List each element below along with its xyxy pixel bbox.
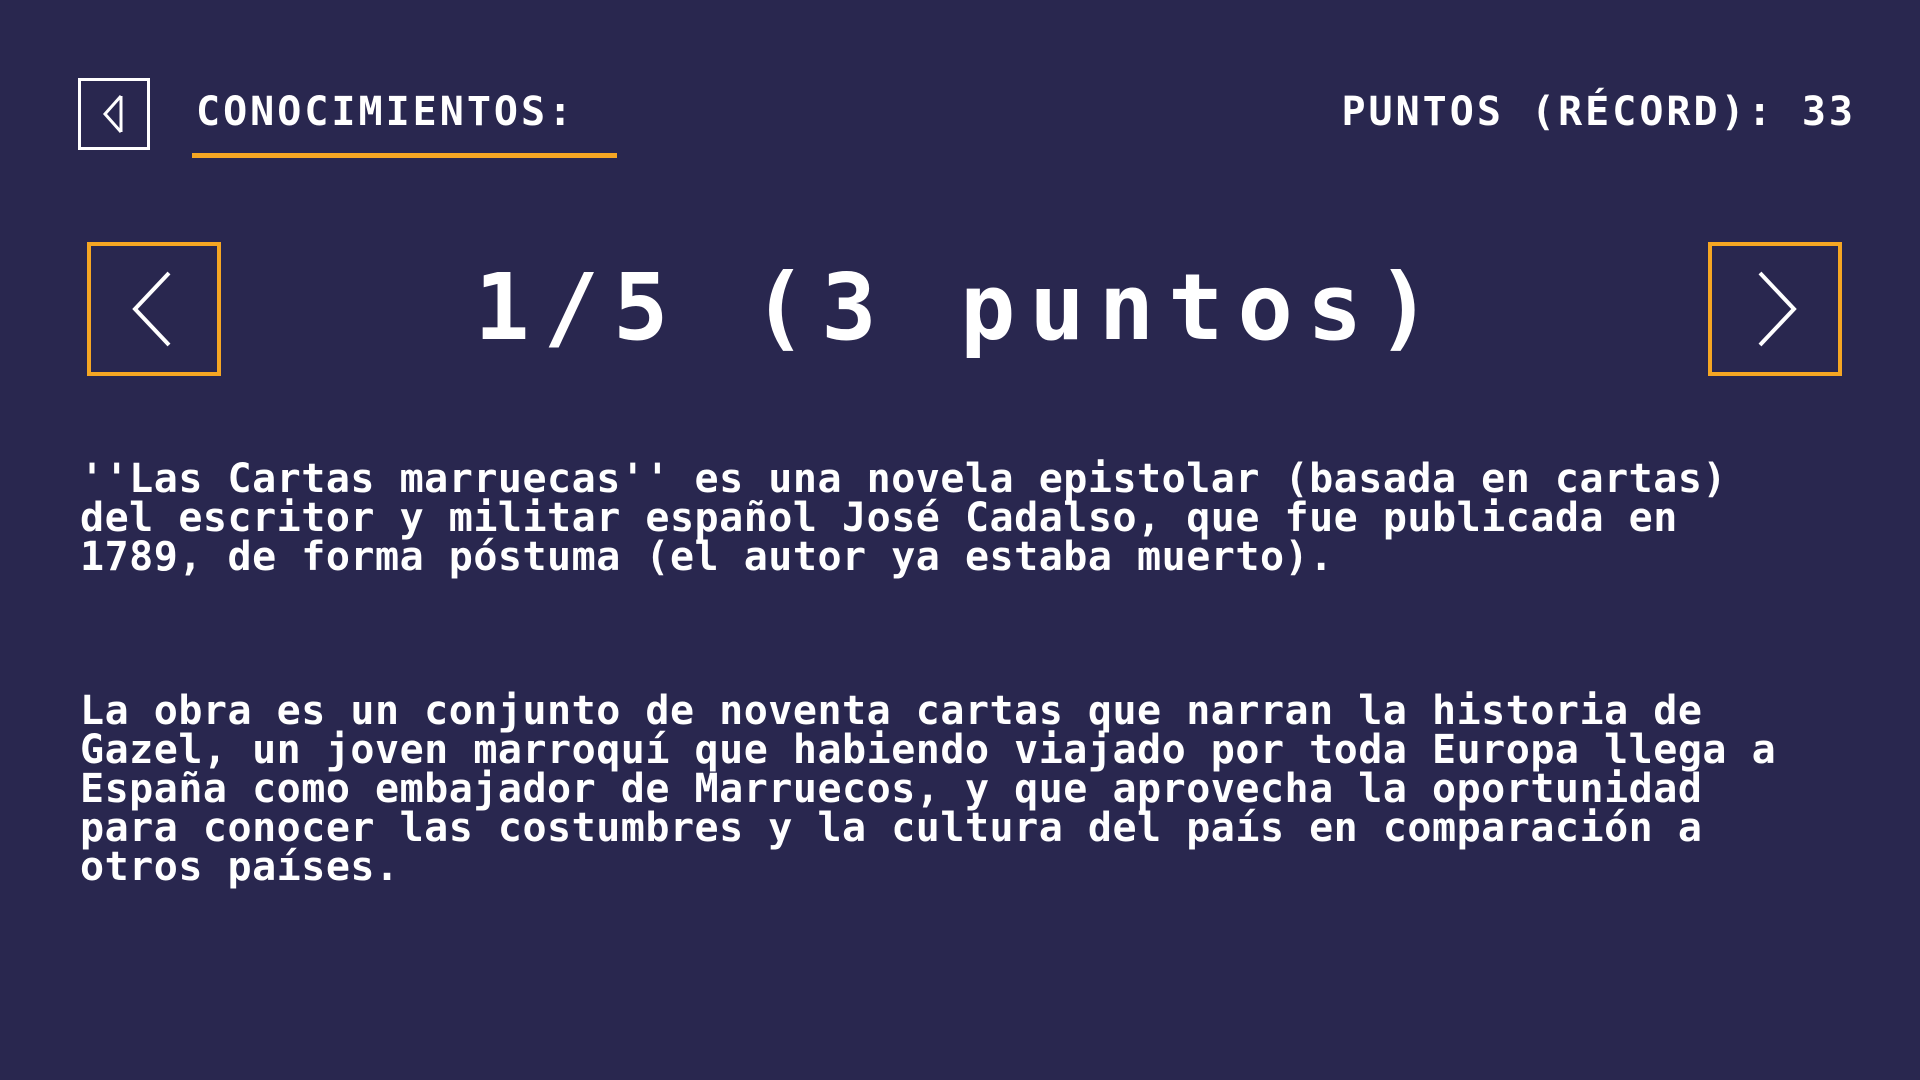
score-record: PUNTOS (RÉCORD): 33 <box>1341 89 1856 135</box>
prev-button[interactable] <box>87 242 221 376</box>
section-title: CONOCIMIENTOS: <box>196 89 576 135</box>
page-indicator: 1/5 (3 puntos) <box>474 254 1446 361</box>
caret-left-icon <box>99 92 129 136</box>
title-underline <box>192 153 617 158</box>
back-button[interactable] <box>78 78 150 150</box>
content-paragraph: ''Las Cartas marruecas'' es una novela epistolar (basada en cartas) del escritor y militar español José Cadalso, que fue publicada en 1789, de forma póstuma (el autor ya estaba muerto). <box>80 456 1727 580</box>
next-button[interactable] <box>1708 242 1842 376</box>
chevron-left-icon <box>129 269 179 349</box>
content-paragraph: La obra es un conjunto de noventa cartas que narran la historia de Gazel, un joven marroquí que habiendo viajado por toda Europa llega a España como embajador de Marruecos, y que aprovecha la oportunidad para conocer las costumbres y la cultura del país en comparación a otros países. <box>80 688 1777 890</box>
chevron-right-icon <box>1750 269 1800 349</box>
